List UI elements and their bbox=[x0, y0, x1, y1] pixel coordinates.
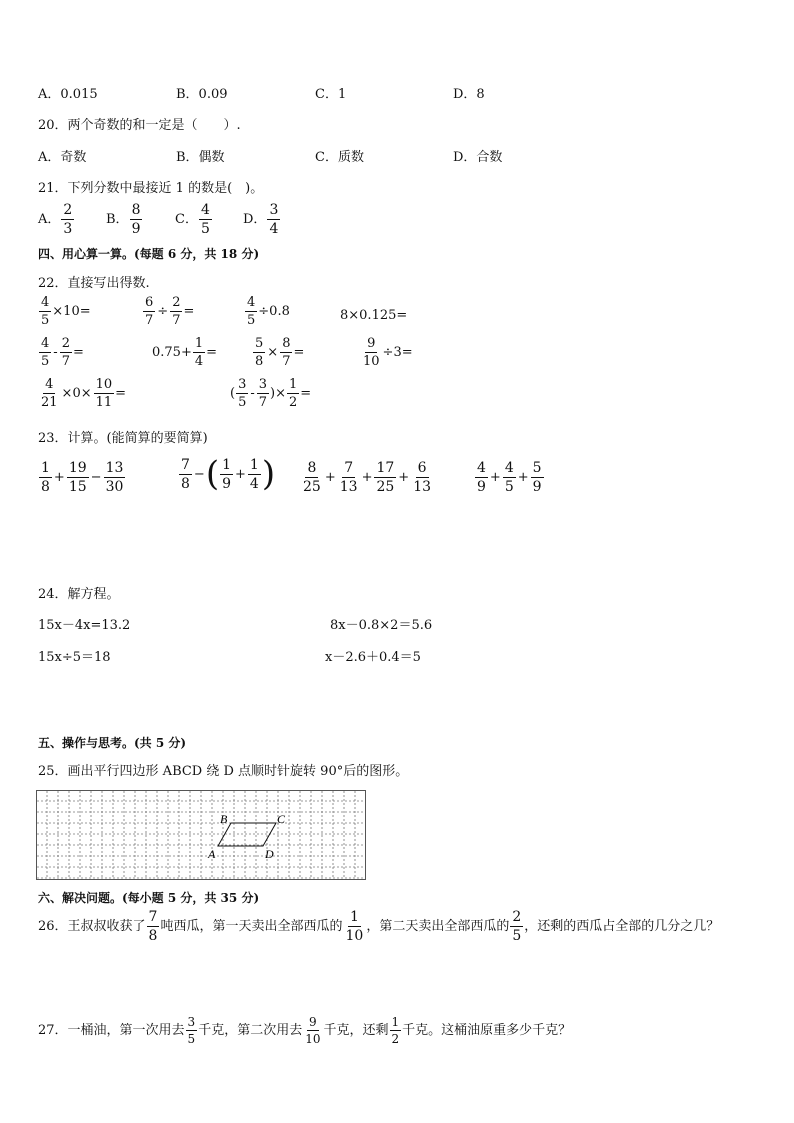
q22-r1-b: $\frac{6}{7}$ ÷ $\frac{2}{7}$ = bbox=[145, 295, 195, 328]
parallelogram-abcd bbox=[218, 823, 276, 846]
q23-expr-1: $\frac{1}{8}$ + $\frac{19}{15}$ − $\frac{13}{30}$ bbox=[41, 460, 124, 495]
section-6-title: 六、解决问题。(每小题 5 分，共 35 分) bbox=[38, 891, 260, 905]
q22-r2-d: $\frac{9}{10}$ ÷3= bbox=[363, 336, 413, 369]
fraction: $\frac{2}{3}$ bbox=[63, 202, 73, 237]
fraction: $\frac{3}{4}$ bbox=[269, 202, 279, 237]
parallelogram-grid bbox=[36, 790, 366, 880]
fraction: $\frac{8}{9}$ bbox=[131, 202, 141, 237]
vertex-label-c: C bbox=[277, 812, 286, 826]
q22-r2-b: 0.75+ $\frac{1}{4}$ = bbox=[152, 336, 218, 369]
q19-option-b: B．0.09 bbox=[176, 87, 228, 102]
q19-option-c: C．1 bbox=[315, 87, 347, 102]
q26: 26．王叔叔收获了 $\frac{7}{8}$ 吨西瓜，第一天卖出全部西瓜的 $\frac{1}{10}$ ，第二天卖出全部西瓜的 $\frac{2}{5}$ ，还剩的西瓜占全部的几分之几？ bbox=[38, 909, 720, 944]
q27: 27．一桶油，第一次用去 $\frac{3}{5}$ 千克，第二次用去 $\frac{9}{10}$ 千克，还剩 $\frac{1}{2}$ 千克。这桶油原重多少千克？ bbox=[38, 1015, 572, 1046]
q22-r2-c: $\frac{5}{8}$ × $\frac{8}{7}$ = bbox=[255, 336, 305, 369]
q23-expr-2: $\frac{7}{8}$ −( $\frac{1}{9}$ + $\frac{1}{4}$ ) bbox=[181, 454, 276, 494]
q24-eq-1: 15x－4x=13.2 bbox=[38, 618, 131, 633]
q21-option-d: D． $\frac{3}{4}$ bbox=[243, 202, 279, 237]
q21-stem: 21．下列分数中最接近 1 的数是( )。 bbox=[38, 181, 264, 196]
q20-stem: 20．两个奇数的和一定是（ ）. bbox=[38, 118, 241, 133]
q20-option-b: B．偶数 bbox=[176, 150, 225, 165]
vertex-label-a: A bbox=[208, 847, 216, 861]
q21-option-b: B． $\frac{8}{9}$ bbox=[106, 202, 141, 237]
q23-expr-4: $\frac{4}{9}$ + $\frac{4}{5}$ + $\frac{5}{9}$ bbox=[477, 460, 542, 495]
section-4-title: 四、用心算一算。(每题 6 分，共 18 分) bbox=[38, 247, 260, 261]
q24-eq-2: 8x－0.8×2＝5.6 bbox=[330, 618, 433, 633]
q20-option-c: C．质数 bbox=[315, 150, 364, 165]
q22-stem: 22．直接写出得数. bbox=[38, 276, 150, 291]
vertex-label-b: B bbox=[220, 812, 228, 826]
q24-eq-3: 15x÷5＝18 bbox=[38, 650, 111, 665]
q19-option-a: A．0.015 bbox=[38, 87, 98, 102]
q22-r1-c: $\frac{4}{5}$ ÷0.8 bbox=[247, 295, 290, 328]
fraction: $\frac{4}{5}$ bbox=[200, 202, 210, 237]
q22-r2-a: $\frac{4}{5}$ - $\frac{2}{7}$ = bbox=[41, 336, 84, 369]
q22-r3-a: $\frac{4}{21}$ ×0× $\frac{10}{11}$ = bbox=[41, 377, 127, 410]
q21-option-c: C． $\frac{4}{5}$ bbox=[175, 202, 210, 237]
q22-r1-a: $\frac{4}{5}$ ×10= bbox=[41, 295, 91, 328]
q25-stem: 25．画出平行四边形 ABCD 绕 D 点顺时针旋转 90°后的图形。 bbox=[38, 764, 409, 779]
q24-eq-4: x－2.6＋0.4＝5 bbox=[325, 650, 421, 665]
section-5-title: 五、操作与思考。(共 5 分) bbox=[38, 736, 187, 750]
q22-r3-b: ( $\frac{3}{5}$ - $\frac{3}{7}$ )× $\frac{1}{2}$ = bbox=[230, 377, 312, 410]
q20-option-a: A．奇数 bbox=[38, 150, 87, 165]
q23-expr-3: $\frac{8}{25}$ + $\frac{7}{13}$ + $\frac{17}{25}$ + $\frac{6}{13}$ bbox=[303, 460, 432, 495]
q22-r1-d: 8×0.125= bbox=[340, 308, 408, 323]
q21-option-a: A． $\frac{2}{3}$ bbox=[38, 202, 73, 237]
vertex-label-d: D bbox=[265, 847, 274, 861]
q24-stem: 24．解方程。 bbox=[38, 587, 120, 602]
q23-stem: 23．计算。(能简算的要简算) bbox=[38, 431, 208, 446]
q20-option-d: D．合数 bbox=[453, 150, 503, 165]
q19-option-d: D．8 bbox=[453, 87, 485, 102]
grid-lines bbox=[37, 791, 365, 879]
